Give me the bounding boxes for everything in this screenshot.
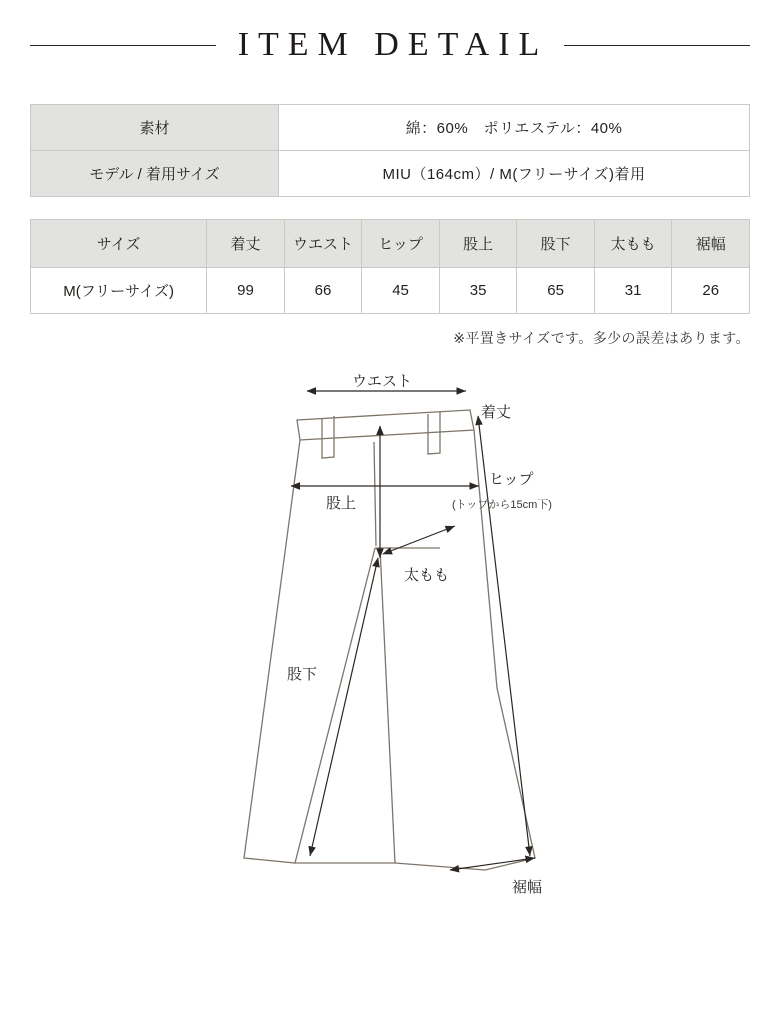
table-row [31, 268, 750, 314]
size-header-waist: ウエスト [284, 220, 362, 268]
header-rule-left [30, 45, 216, 46]
header-rule-right [564, 45, 750, 46]
size-header-thigh: 太もも [594, 220, 672, 268]
hip-label: ヒップ [489, 471, 534, 488]
size-cell-size: M(フリーサイズ) [31, 268, 207, 314]
size-note: ※平置きサイズです。多少の誤差はあります。 [453, 330, 750, 346]
inseam-arrow [310, 558, 378, 856]
table-row [31, 105, 750, 151]
page-header [0, 26, 780, 64]
material-table-wrap [30, 104, 750, 197]
material-value: 綿：60% ポリエステル：40% [279, 105, 750, 151]
pants-diagram-svg [0, 358, 780, 958]
size-table [30, 219, 750, 314]
model-label: モデル / 着用サイズ [31, 151, 279, 197]
material-label: 素材 [31, 105, 279, 151]
size-cell-thigh: 31 [594, 268, 672, 314]
size-header-inseam: 股下 [517, 220, 595, 268]
thigh-arrow [383, 526, 455, 554]
size-header-hem: 裾幅 [672, 220, 750, 268]
table-row [31, 151, 750, 197]
size-header-rise: 股上 [439, 220, 517, 268]
table-header-row [31, 220, 750, 268]
size-header-hip: ヒップ [362, 220, 440, 268]
size-cell-hem: 26 [672, 268, 750, 314]
size-cell-rise: 35 [439, 268, 517, 314]
size-cell-waist: 66 [284, 268, 362, 314]
size-cell-hip: 45 [362, 268, 440, 314]
size-cell-length: 99 [207, 268, 285, 314]
measurement-diagram [0, 358, 780, 958]
size-cell-inseam: 65 [517, 268, 595, 314]
size-header-length: 着丈 [207, 220, 285, 268]
length-label: 着丈 [481, 404, 512, 421]
inseam-label: 股下 [287, 666, 318, 683]
hip-note-label: (トップから15cm下) [452, 499, 552, 511]
size-header-size: サイズ [31, 220, 207, 268]
size-table-wrap [30, 219, 750, 314]
material-table [30, 104, 750, 197]
waist-label: ウエスト [352, 373, 413, 390]
thigh-label: 太もも [404, 567, 450, 584]
rise-label: 股上 [326, 495, 357, 512]
page-title: ITEM DETAIL [237, 26, 549, 63]
model-value: MIU（164cm）/ M(フリーサイズ)着用 [279, 151, 750, 197]
hem-label: 裾幅 [512, 879, 543, 896]
